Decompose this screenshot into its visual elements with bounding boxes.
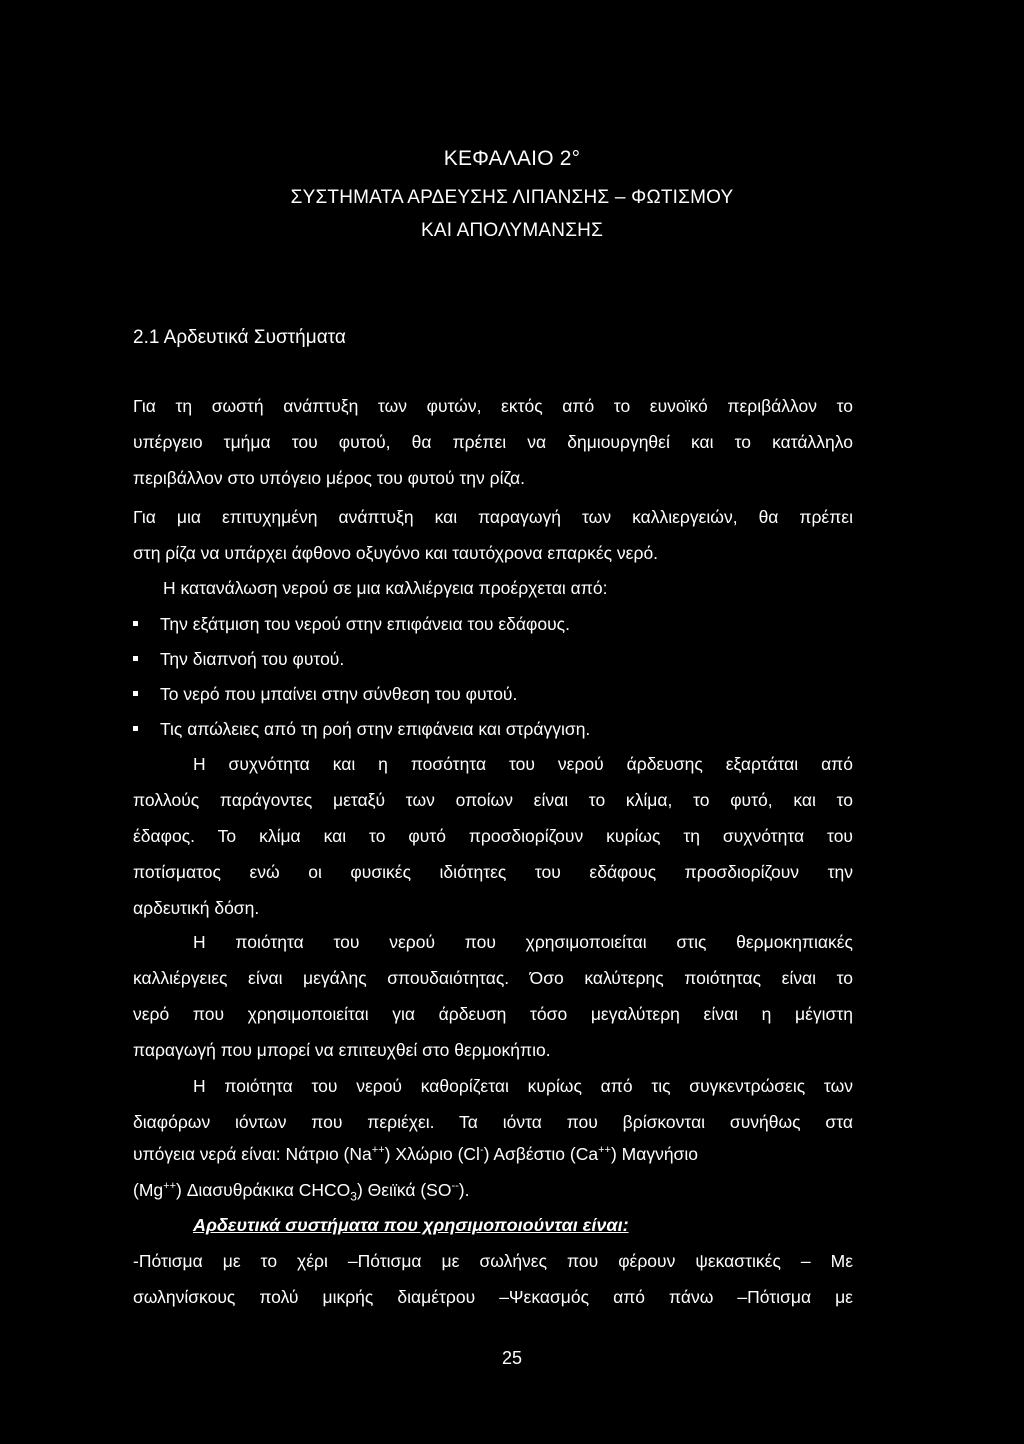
list-item: [133, 684, 517, 705]
text-fragment: ) Διασυθράκικα CHCO: [176, 1180, 351, 1200]
chapter-number: ΚΕΦΑΛΑΙΟ 2°: [443, 147, 581, 170]
paragraph-line: Η ποιότητα του νερού καθορίζεται κυρίως από τις συγκεντρώσεις των: [193, 1076, 853, 1096]
list-item: [133, 719, 590, 740]
paragraph-line: διαφόρων ιόντων που περιέχει. Τα ιόντα που βρίσκονται συνήθως στα: [133, 1112, 853, 1132]
superscript: -: [479, 1144, 484, 1157]
section-title: 2.1 Αρδευτικά Συστήματα: [133, 327, 346, 348]
text-fragment: ) Θειϊκά (SO: [356, 1180, 452, 1200]
paragraph-line: περιβάλλον στο υπόγειο μέρος του φυτού την ρίζα.: [133, 468, 526, 488]
paragraph-line: στη ρίζα να υπάρχει άφθονο οξυγόνο και ταυτόχρονα επαρκές νερό.: [133, 543, 659, 563]
paragraph-line: πολλούς παράγοντες μεταξύ των οποίων είναι το κλίμα, το φυτό, και το: [133, 790, 853, 810]
superscript: --: [451, 1180, 459, 1193]
chapter-title-line-1: ΣΥΣΤΗΜΑΤΑ ΑΡΔΕΥΣΗΣ ΛΙΠΑΝΣΗΣ – ΦΩΤΙΣΜΟΥ: [290, 187, 734, 208]
bullet-icon: [133, 726, 138, 731]
text-fragment: ).: [458, 1180, 470, 1200]
page-number: 25: [501, 1348, 523, 1368]
superscript: ++: [371, 1144, 385, 1157]
paragraph-line: ποτίσματος ενώ οι φυσικές ιδιότητες του εδάφους προσδιορίζουν την: [133, 862, 853, 882]
paragraph-line: σωληνίσκους πολύ μικρής διαμέτρου –Ψεκασμός από πάνω –Πότισμα με: [133, 1287, 853, 1307]
superscript: ++: [163, 1180, 176, 1193]
subscript: 3: [350, 1189, 357, 1204]
paragraph-line: Για μια επιτυχημένη ανάπτυξη και παραγωγή των καλλιεργειών, θα πρέπει: [133, 507, 853, 527]
paragraph-line: παραγωγή που μπορεί να επιτευχθεί στο θερμοκήπιο.: [133, 1040, 551, 1060]
bullet-icon: [133, 621, 138, 626]
paragraph-line: νερό που χρησιμοποιείται για άρδευση τόσο μεγαλύτερη είναι η μέγιστη: [133, 1004, 853, 1024]
list-item-text: Το νερό που μπαίνει στην σύνθεση του φυτού.: [160, 684, 518, 704]
chapter-title-line-2: ΚΑΙ ΑΠΟΛΥΜΑΝΣΗΣ: [420, 220, 604, 241]
paragraph-line: Η ποιότητα του νερού που χρησιμοποιείται στις θερμοκηπιακές: [193, 932, 853, 952]
paragraph-line: υπέργειο τμήμα του φυτού, θα πρέπει να δημιουργηθεί και το κατάλληλο: [133, 432, 853, 452]
systems-heading: Αρδευτικά συστήματα που χρησιμοποιούνται είναι:: [193, 1215, 629, 1235]
paragraph-line: Η κατανάλωση νερού σε μια καλλιέργεια προέρχεται από:: [163, 578, 608, 598]
paragraph-line-ions-2: [133, 1180, 470, 1204]
paragraph-line: έδαφος. Το κλίμα και το φυτό προσδιορίζουν κυρίως τη συχνότητα του: [133, 826, 853, 846]
paragraph-line: Για τη σωστή ανάπτυξη των φυτών, εκτός από το ευνοϊκό περιβάλλον το: [133, 396, 853, 416]
text-fragment: ) Χλώριο (Cl: [384, 1144, 480, 1164]
bullet-icon: [133, 691, 138, 696]
text-fragment: υπόγεια νερά είναι: Νάτριο (Na: [133, 1144, 372, 1164]
list-item: [133, 614, 570, 635]
list-item-text: Τις απώλειες από τη ροή στην επιφάνεια και στράγγιση.: [160, 719, 591, 739]
text-fragment: ) Ασβέστιο (Ca: [483, 1144, 599, 1164]
paragraph-line: -Πότισμα με το χέρι –Πότισμα με σωλήνες που φέρουν ψεκαστικές – Με: [133, 1251, 853, 1271]
text-fragment: ) Μαγνήσιο: [610, 1144, 698, 1164]
list-item-text: Την διαπνοή του φυτού.: [160, 649, 345, 669]
superscript: ++: [598, 1144, 611, 1157]
list-item: [133, 649, 344, 670]
paragraph-line: Η συχνότητα και η ποσότητα του νερού άρδευσης εξαρτάται από: [193, 754, 853, 774]
paragraph-line: αρδευτική δόση.: [133, 898, 260, 918]
text-fragment: (Mg: [133, 1180, 164, 1200]
bullet-icon: [133, 656, 138, 661]
paragraph-line-ions: [133, 1144, 853, 1165]
list-item-text: Την εξάτμιση του νερού στην επιφάνεια του εδάφους.: [160, 614, 570, 634]
paragraph-line: καλλιέργειες είναι μεγάλης σπουδαιότητας. Όσο καλύτερης ποιότητας είναι το: [133, 968, 853, 988]
